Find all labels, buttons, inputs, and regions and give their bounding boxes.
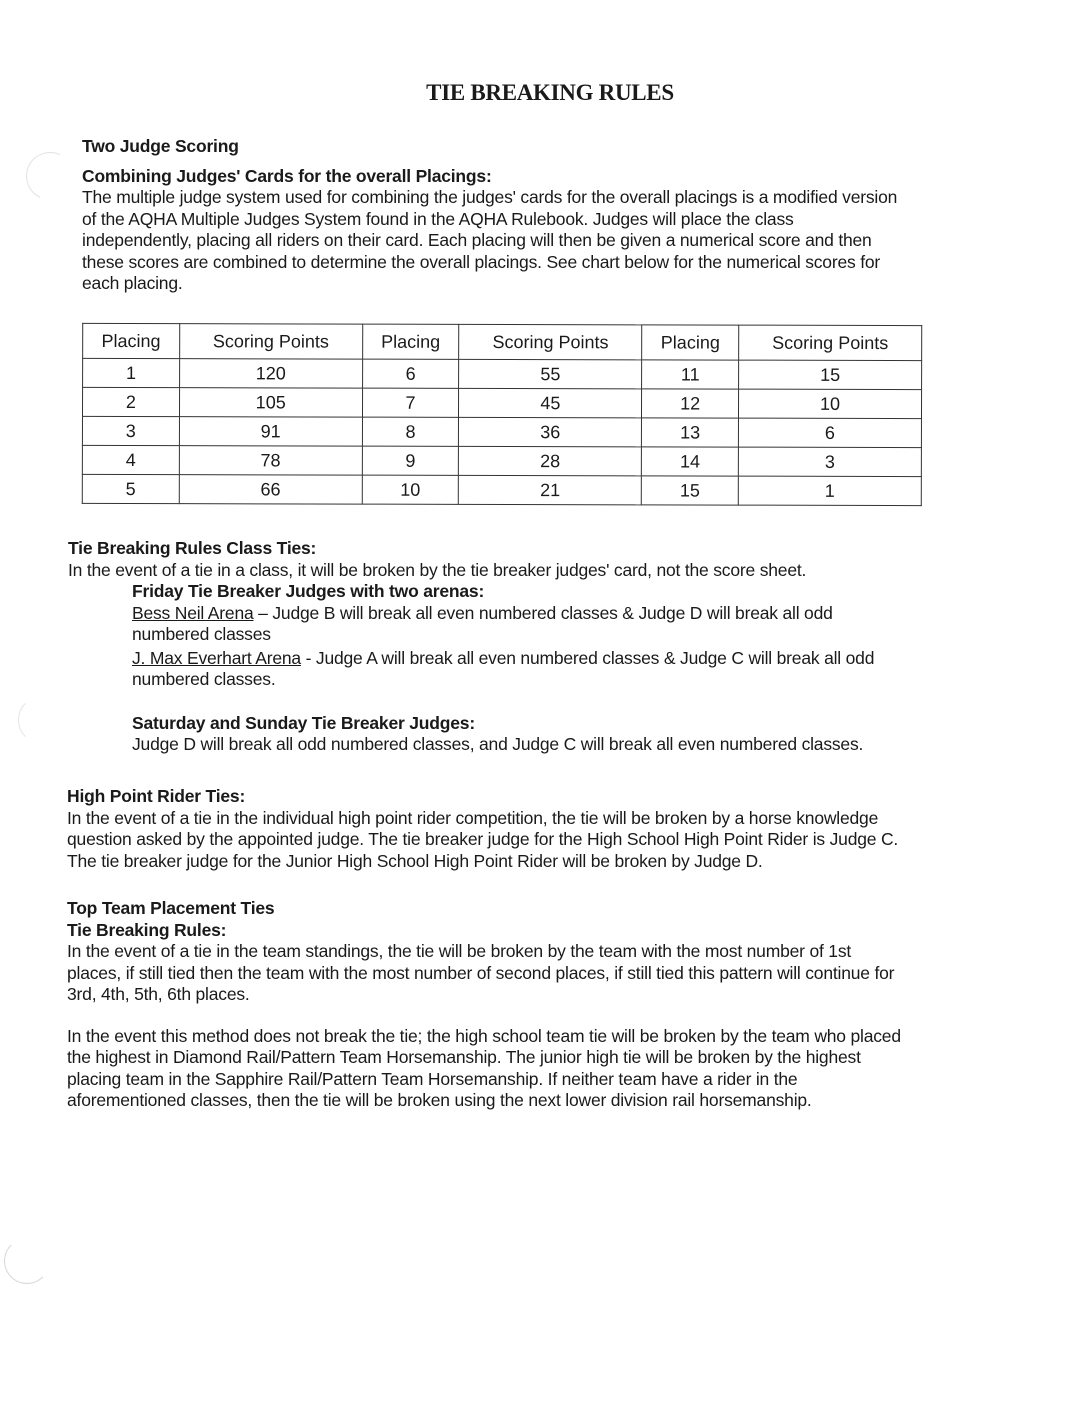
placing-cell: 6 [362, 359, 459, 388]
page-title: TIE BREAKING RULES [426, 80, 674, 105]
placing-cell: 13 [642, 418, 739, 447]
scoring-points-cell: 105 [179, 388, 362, 417]
table-row [82, 416, 921, 447]
column-header: Scoring Points [459, 324, 642, 359]
scoring-points-cell: 78 [179, 446, 362, 475]
scoring-points-cell: 1 [738, 476, 921, 505]
placing-cell: 3 [82, 416, 179, 445]
placing-cell: 8 [362, 417, 459, 446]
scoring-points-cell: 10 [739, 389, 922, 418]
paragraph-line: the highest in Diamond Rail/Pattern Team Horsemanship. The junior high tie will be broken by the highest [67, 1047, 861, 1067]
placing-cell: 4 [82, 445, 179, 474]
paragraph-line: The multiple judge system used for combining the judges' cards for the overall placings is a modified version [82, 187, 898, 207]
section-heading: High Point Rider Ties: [67, 786, 246, 806]
scoring-points-cell: 45 [459, 388, 642, 417]
weekend-heading: Saturday and Sunday Tie Breaker Judges: [132, 712, 475, 733]
placing-cell: 10 [362, 475, 459, 504]
paragraph-line: these scores are combined to determine the overall placings. See chart below for the numerical scores for [82, 251, 881, 272]
max-everhart-rule [132, 648, 874, 670]
scoring-points-cell: 55 [459, 359, 642, 388]
paragraph-line: of the AQHA Multiple Judges System found in the AQHA Rulebook. Judges will place the class [82, 208, 794, 229]
arena-name: Bess Neil Arena [132, 602, 254, 623]
paragraph-line: placing team in the Sapphire Rail/Pattern Team Horsemanship. If neither team have a rider in the [67, 1068, 798, 1089]
high-point-section [67, 786, 898, 872]
arena-name: J. Max Everhart Arena [132, 647, 301, 668]
paragraph-line: In the event this method does not break the tie; the high school team tie will be broken by the team who placed [67, 1025, 901, 1046]
scoring-points-cell: 28 [459, 446, 642, 475]
column-header: Scoring Points [739, 325, 922, 360]
placing-cell: 7 [362, 388, 459, 417]
two-judge-section [82, 136, 897, 295]
placing-cell: 2 [82, 387, 179, 416]
team-section [67, 898, 901, 1112]
table-row [82, 387, 921, 418]
rule-text: - Judge A will break all even numbered classes & Judge C will break all odd [300, 647, 875, 668]
paragraph-line: each placing. [82, 273, 183, 293]
scoring-points-cell: 6 [738, 418, 921, 447]
placing-cell: 9 [362, 446, 459, 475]
paragraph-line: numbered classes. [132, 669, 276, 689]
table-row [82, 445, 921, 476]
scoring-points-cell: 120 [179, 359, 362, 388]
hole-punch-mark [18, 696, 66, 744]
column-header: Placing [83, 323, 180, 358]
column-header: Scoring Points [179, 324, 362, 359]
class-ties-section [68, 538, 874, 756]
placing-cell: 1 [83, 358, 180, 387]
scoring-points-cell: 91 [179, 417, 362, 446]
hole-punch-mark [19, 145, 81, 207]
paragraph-line: The tie breaker judge for the Junior High School High Point Rider will be broken by Judge D. [67, 850, 763, 871]
column-header: Placing [362, 324, 459, 359]
section-heading: Top Team Placement Ties [67, 898, 275, 918]
scoring-points-cell: 66 [179, 475, 362, 504]
table-row [83, 358, 922, 389]
scoring-points-cell: 15 [739, 360, 922, 389]
paragraph-line: In the event of a tie in a class, it will be broken by the tie breaker judges' card, not the score sheet. [68, 559, 807, 580]
bess-neil-rule [132, 603, 874, 625]
section-subheading: Combining Judges' Cards for the overall Placings: [82, 165, 492, 186]
scoring-points-cell: 36 [459, 417, 642, 446]
placing-cell: 14 [642, 447, 739, 476]
column-header: Placing [642, 325, 739, 360]
placing-cell: 15 [642, 476, 739, 505]
paragraph-line: Judge D will break all odd numbered classes, and Judge C will break all even numbered classes. [132, 734, 864, 754]
table-row [82, 474, 921, 505]
paragraph-line: In the event of a tie in the individual high point rider competition, the tie will be broken by a horse knowledge [67, 807, 879, 828]
paragraph-line: question asked by the appointed judge. The tie breaker judge for the High School High Point Rider is Judge C. [67, 829, 899, 849]
placing-cell: 11 [642, 360, 739, 389]
section-subheading: Tie Breaking Rules: [67, 919, 227, 940]
paragraph-line: 3rd, 4th, 5th, 6th places. [67, 984, 250, 1004]
placing-cell: 5 [82, 474, 179, 503]
scoring-points-table [82, 323, 922, 506]
scoring-points-cell: 3 [738, 447, 921, 476]
section-heading: Tie Breaking Rules Class Ties: [68, 538, 317, 558]
friday-heading: Friday Tie Breaker Judges with two arenas: [132, 581, 485, 601]
placing-cell: 12 [642, 389, 739, 418]
hole-punch-mark [4, 1238, 50, 1284]
scoring-points-cell: 21 [459, 475, 642, 504]
table-header-row [83, 323, 922, 360]
paragraph-line: independently, placing all riders on their card. Each placing will then be given a numerical score and then [82, 230, 872, 250]
rule-text: – Judge B will break all even numbered classes & Judge D will break all odd [253, 602, 833, 623]
paragraph-line: In the event of a tie in the team standings, the tie will be broken by the team with the most number of 1st [67, 941, 852, 961]
section-heading: Two Judge Scoring [82, 136, 239, 156]
paragraph-line: places, if still tied then the team with the most number of second places, if still tied this pattern will continue for [67, 962, 895, 983]
paragraph-line: aforementioned classes, then the tie will be broken using the next lower division rail horsemanship. [67, 1090, 812, 1110]
paragraph-line: numbered classes [132, 624, 271, 644]
